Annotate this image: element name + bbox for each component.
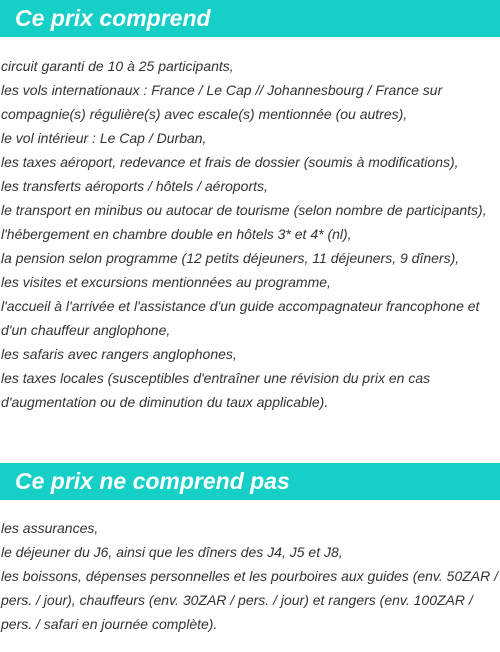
- price-excludes-list: [1, 516, 500, 636]
- list-item: le déjeuner du J6, ainsi que les dîners des J4, J5 et J8,: [1, 544, 343, 560]
- price-includes-list: [1, 54, 500, 414]
- list-item: circuit garanti de 10 à 25 participants,: [1, 58, 234, 74]
- section-title-price-includes: Ce prix comprend: [0, 0, 500, 37]
- list-item: la pension selon programme (12 petits déjeuners, 11 déjeuners, 9 dîners),: [1, 250, 460, 266]
- list-item: les transferts aéroports / hôtels / aéroports,: [1, 178, 268, 194]
- list-item: l'accueil à l'arrivée et l'assistance d'un guide accompagnateur francophone et d'un chauffeur anglophone,: [1, 298, 480, 338]
- list-item: les visites et excursions mentionnées au programme,: [1, 274, 331, 290]
- section-title-price-excludes: Ce prix ne comprend pas: [0, 463, 500, 500]
- list-item: les taxes locales (susceptibles d'entraîner une révision du prix en cas d'augmentation ou de diminution du taux applicable).: [1, 370, 431, 410]
- list-item: les boissons, dépenses personnelles et les pourboires aux guides (env. 50ZAR / pers. / jour), chauffeurs (env. 30ZAR / pers. / jour) et rangers (env. 100ZAR / pers. / safari en journée complète).: [1, 568, 499, 632]
- list-item: les vols internationaux : France / Le Cap // Johannesbourg / France sur compagnie(s) régulière(s) avec escale(s) mentionnée (ou autres),: [1, 82, 443, 122]
- list-item: les assurances,: [1, 520, 99, 536]
- list-item: l'hébergement en chambre double en hôtels 3* et 4* (nl),: [1, 226, 352, 242]
- list-item: le vol intérieur : Le Cap / Durban,: [1, 130, 207, 146]
- list-item: les safaris avec rangers anglophones,: [1, 346, 237, 362]
- list-item: les taxes aéroport, redevance et frais de dossier (soumis à modifications),: [1, 154, 459, 170]
- list-item: le transport en minibus ou autocar de tourisme (selon nombre de participants),: [1, 202, 487, 218]
